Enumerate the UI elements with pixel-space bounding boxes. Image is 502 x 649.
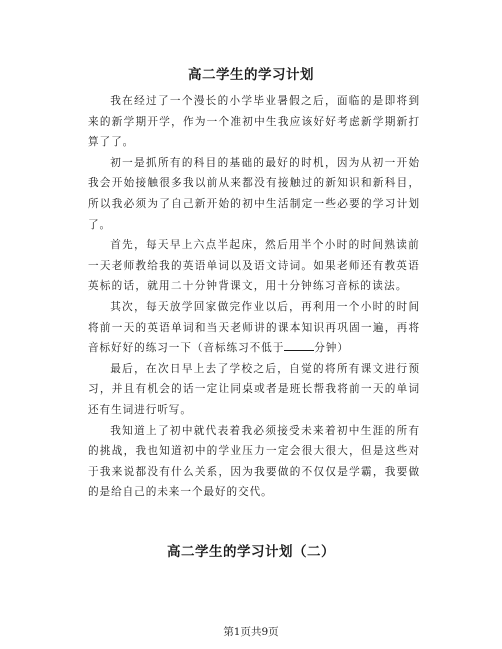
paragraph-4-text: 其次，每天放学回家做完作业以后，再利用一个小时的时间将前一天的英语单词和当天老师讲的课本知识再巩固一遍，再将音标好好的练习一下（音标练习不低于	[88, 300, 420, 355]
paragraph-5: 最后，在次日早上去了学校之后，自觉的将所有课文进行预习，并且有机会的话一定让同桌或者是班长帮我将前一天的单词还有生词进行听写。	[88, 362, 420, 416]
section-2-title: 高二学生的学习计划（二）	[167, 544, 335, 560]
paragraph-2: 初一是抓所有的科目的基础的最好的时机，因为从初一开始我会开始接触很多我以前从来都没有接触过的新知识和新科目，所以我必须为了自己新开始的初中生活制定一些必要的学习计划了。	[88, 156, 420, 231]
paragraph-3: 首先，每天早上六点半起床，然后用半个小时的时间熟读前一天老师教给我的英语单词以及语文诗词。如果老师还有教英语英标的话，就用二十分钟背课文，用十分钟练习音标的读法。	[88, 239, 420, 293]
paragraph-4-tail: 分钟）	[314, 342, 349, 355]
paragraph-1: 我在经过了一个漫长的小学毕业暑假之后，面临的是即将到来的新学期开学，作为一个准初中生我应该好好考虑新学期新打算了了。	[88, 95, 420, 149]
document-title: 高二学生的学习计划	[188, 67, 314, 83]
document-body	[88, 91, 420, 503]
paragraph-6: 我知道上了初中就代表着我必须接受未来着初中生涯的所有的挑战，我也知道初中的学业压力一定会很大很大，但是这些对于我来说都没有什么关系，因为我要做的不仅仅是学霸，我要做的是给自己的未来一个最好的交代。	[88, 424, 420, 499]
fill-in-blank	[284, 340, 314, 351]
page-footer: 第1页共9页	[223, 626, 279, 638]
paragraph-4	[88, 297, 420, 359]
